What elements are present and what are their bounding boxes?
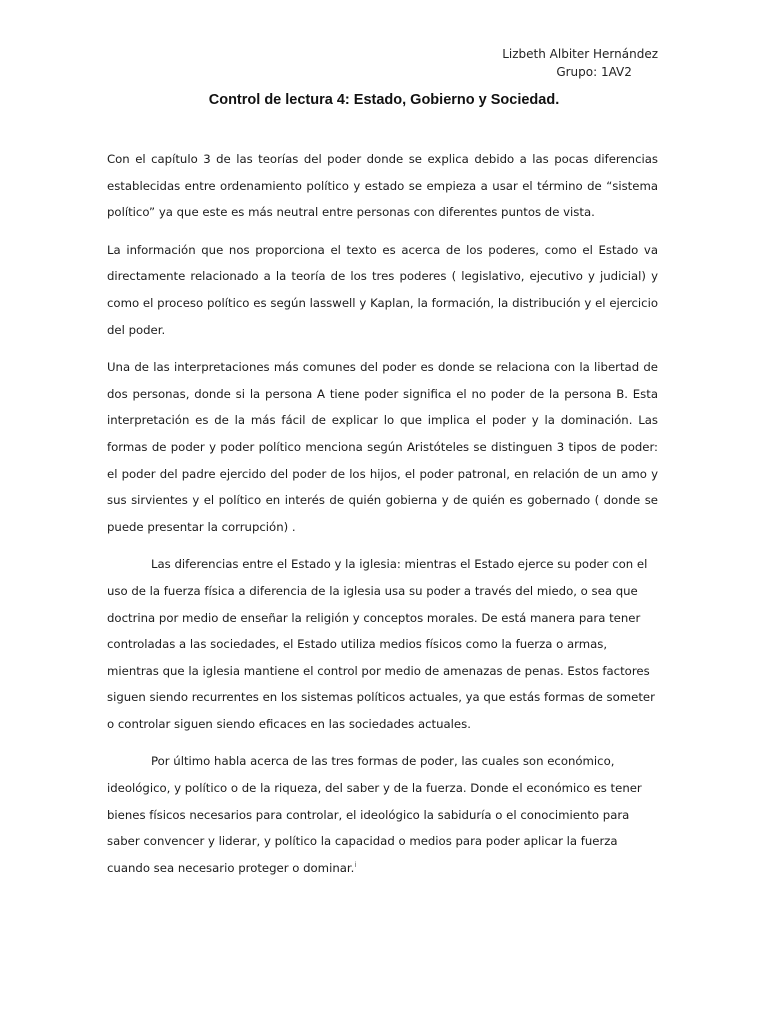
author-header bbox=[502, 45, 658, 81]
paragraph-2: La información que nos proporciona el texto es acerca de los poderes, como el Estado va directamente relacionado a la teoría de los tres poderes ( legislativo, ejecutivo y judicial) y como el proceso político es según lasswell y Kaplan, la formación, la distribución y el ejercicio del poder. bbox=[107, 242, 658, 337]
group-label: Grupo: 1AV2 bbox=[556, 65, 632, 79]
endnote-marker[interactable]: i bbox=[354, 860, 357, 869]
paragraph-3: Una de las interpretaciones más comunes del poder es donde se relaciona con la libertad de dos personas, donde si la persona A tiene poder significa el no poder de la persona B. Esta interpretación es de la más fácil de explicar lo que implica el poder y la dominación. Las formas de poder y poder político menciona según Aristóteles se distinguen 3 tipos de poder: el poder del padre ejercido del poder de los hijos, el poder patronal, en relación de un amo y sus sirvientes y el político en interés de quién gobierna y de quién es gobernado ( donde se puede presentar la corrupción) . bbox=[107, 360, 658, 534]
document-body bbox=[107, 146, 658, 892]
paragraph-5 bbox=[107, 748, 658, 881]
paragraph-5-text: Por último habla acerca de las tres formas de poder, las cuales son económico, ideológico, y político o de la riqueza, del saber y de la fuerza. Donde el económico es tener bienes físicos necesarios para controlar, el ideológico la sabiduría o el conocimiento para saber convencer y liderar, y político la capacidad o medios para poder aplicar la fuerza cuando sea necesario proteger o dominar. bbox=[107, 754, 642, 875]
paragraph-4: Las diferencias entre el Estado y la iglesia: mientras el Estado ejerce su poder con el uso de la fuerza física a diferencia de la iglesia usa su poder a través del miedo, o sea que doctrina por medio de enseñar la religión y conceptos morales. De está manera para tener controladas a las sociedades, el Estado utiliza medios físicos como la fuerza o armas, mientras que la iglesia mantiene el control por medio de amenazas de penas. Estos factores siguen siendo recurrentes en los sistemas políticos actuales, ya que estás formas de someter o controlar siguen siendo eficaces en las sociedades actuales. bbox=[107, 557, 655, 731]
paragraph-1: Con el capítulo 3 de las teorías del poder donde se explica debido a las pocas diferencias establecidas entre ordenamiento político y estado se empieza a usar el término de “sistema político” ya que este es más neutral entre personas con diferentes puntos de vista. bbox=[107, 152, 658, 220]
document-title: Control de lectura 4: Estado, Gobierno y Sociedad. bbox=[208, 92, 560, 108]
author-name: Lizbeth Albiter Hernández bbox=[502, 47, 658, 61]
